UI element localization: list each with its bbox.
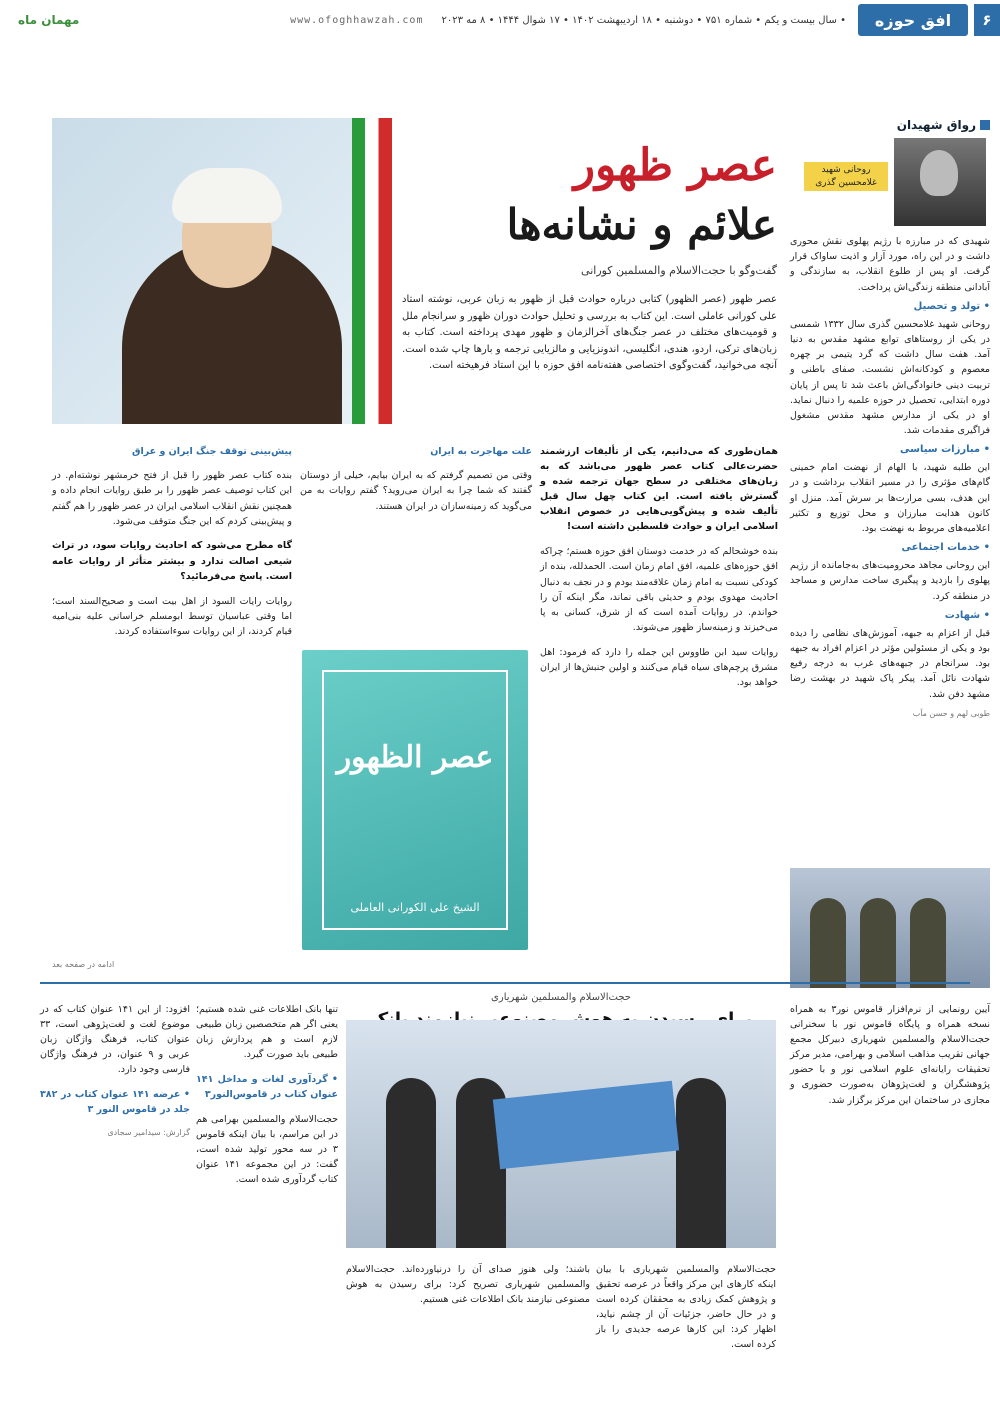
story-column-5 bbox=[40, 992, 190, 1148]
header-bar bbox=[0, 0, 1000, 40]
sidebar-subheading: • شهادت bbox=[944, 609, 990, 621]
story-column-4 bbox=[196, 992, 338, 1197]
story-paragraph: حجت‌الاسلام والمسلمین بهرامی هم در این مراسم، با بیان اینکه قاموس ۳ در سه محور تولید شده است، گفت: در این مجموعه ۱۴۱ عنوان کتاب گردآوری شده است. bbox=[196, 1113, 338, 1186]
interview-answer: روایات رایات السود از اهل بیت است و صحیح‌السند است؛ اما وقتی عباسیان توسط ابومسلم خراسانی علیه بنی‌امیه قیام کردند، از این روایات سوءاستفاده کردند. bbox=[52, 595, 292, 637]
sidebar-subheading: • خدمات اجتماعی bbox=[901, 542, 990, 554]
book-title: عصر الظهور bbox=[336, 740, 494, 775]
martyrs-group-photo bbox=[790, 868, 990, 988]
cleric-photo bbox=[52, 118, 392, 424]
sidebar-heading: رواق شهیدان bbox=[790, 118, 990, 132]
story-column-1 bbox=[790, 992, 990, 1422]
main-subtitle: علائم و نشانه‌ها bbox=[506, 200, 777, 249]
sidebar-subheading: • مبارزات سیاسی bbox=[900, 444, 990, 456]
lead-paragraph: عصر ظهور (عصر الظهور) کتابی درباره حوادث قبل از ظهور به زبان عربی، نوشته استاد علی کورانی عاملی است. این کتاب به بررسی و تحلیل حوادث دوران ظهور و سرانجام ملل و قومیت‌های مختلف در عصر جنگ‌های آخرالزمان و ظهور مهدی پرداخته است. کتاب به زبان‌های ترکی، اردو، هندی، انگلیسی، اندونزیایی و مالزیایی ترجمه و بارها چاپ شده است. آنچه می‌خوانید، گفت‌وگوی اختصاصی هفته‌نامه افق حوزه با این استاد فرهیخته است. bbox=[402, 294, 777, 371]
story-paragraph: آیین رونمایی از نرم‌افزار قاموس نور۳ به همراه نسخه همراه و پایگاه قاموس نور با سخنرانی حجت‌الاسلام والمسلمین شهریاری دبیرکل مجمع جهانی تقریب مذاهب اسلامی و بهرامی، مدیر مرکز تحقیقات رایانه‌ای علوم اسلامی نور و با حضور پژوهشگران و لغت‌پژوهان به‌صورت حضوری و مجازی در ساختمان این مرکز برگزار شد. bbox=[790, 1003, 991, 1106]
interview-answer: بنده خوشحالم که در خدمت دوستان افق حوزه هستم؛ چراکه افق حوزه‌های علمیه، افق امام زمان است. الحمدلله، بنده از کودکی نسبت به امام زمان علاقه‌مند بودم و در نجف به دنبال احادیث مهدوی بودم و حدیثی باقی نماند، مگر اینکه آن را خواندم. در روایات آمده است که از شرق، کسانی به پا می‌خیزند و زمینه‌ساز ظهور می‌شوند. bbox=[540, 546, 778, 634]
sidebar-paragraph: این طلبه شهید، با الهام از نهضت امام خمینی گام‌های مؤثری را در مسیر انقلاب برداشت و در این هدف، بسی مرارت‌ها بر سرش آمد. منزل او کانون هدایت مبارزان و محل توزیع و تکثیر اعلامیه‌های مربوط به نهضت بود. bbox=[790, 462, 990, 534]
sidebar-intro: شهیدی که در مبارزه با رژیم پهلوی نقش محوری داشت و در این راه، مورد آزار و اذیت ساواک قرار گرفت. او پس از طلوع انقلاب، به سازندگی و آبادانی منطقه زندگی‌اش پرداخت. bbox=[790, 236, 990, 293]
story-subheading: • عرضه ۱۴۱ عنوان کتاب در ۳۸۲ جلد در قاموس النور ۳ bbox=[40, 1088, 191, 1116]
continued-note: ادامه در صفحه بعد bbox=[52, 960, 115, 969]
website-url[interactable]: www.ofoghhawzah.com bbox=[290, 14, 424, 26]
main-title: عصر ظهور bbox=[573, 140, 777, 191]
masthead-logo: افق حوزه bbox=[858, 4, 968, 36]
article-column-right bbox=[540, 434, 778, 974]
portrait-caption: روحانی شهید غلامحسین گذری bbox=[804, 162, 888, 191]
story-paragraph: افزود: از این ۱۴۱ عنوان کتاب که در موضوع لغت و لغت‌پژوهی است، ۳۳ عنوان کتاب، فرهنگ واژگان زبان عربی و ۹ عنوان، در فرهنگ واژگان فارسی وجود دارد. bbox=[40, 1003, 190, 1076]
sidebar-credit: طوبی لهم و حسن مآب bbox=[912, 708, 990, 718]
sidebar-paragraph: قبل از اعزام به جبهه، آموزش‌های نظامی را دیده بود و یکی از مسئولین مؤثر در اعزام افراد به جبهه بود. سرانجام در جبهه‌های غرب به درجه رفیع شهادت نائل آمد. پیکر پاک شهید در بهشت رضا مشهد دفن شد. bbox=[790, 627, 990, 700]
article-column-left bbox=[52, 434, 292, 974]
story-paragraph: حجت‌الاسلام والمسلمین شهریاری با بیان اینکه کارهای این مرکز واقعاً در عرصه تحقیق و پژوهش کمک زیادی به محققان کرده است و در حال حاضر، جزئیات آن از چشم نیاید، اظهار کرد: این کارها عرصه جدیدی را باز کرده است. bbox=[596, 1263, 776, 1351]
article-subheading: علت مهاجرت به ایران bbox=[430, 445, 532, 457]
sidebar-paragraph: این روحانی مجاهد محرومیت‌های به‌جامانده از رژیم پهلوی را بازدید و پیگیری ساخت مدارس و مساجد در منطقه کرد. bbox=[790, 560, 990, 602]
martyr-portrait bbox=[894, 138, 986, 226]
interview-answer: بنده کتاب عصر ظهور را قبل از فتح خرمشهر نوشته‌ام. در این کتاب توصیف عصر ظهور را بر طبق روایات انجام داده و همچنین نقش انقلاب اسلامی ایران در عصر ظهور را هم گفتم و پیش‌بینی کردم که این جنگ متوقف می‌شود. bbox=[52, 470, 292, 527]
article-subheading: پیش‌بینی توقف جنگ ایران و عراق bbox=[131, 445, 292, 457]
square-icon bbox=[980, 120, 990, 130]
interview-question: گاه مطرح می‌شود که احادیث روایات سود، در تراث شیعی اصالت ندارد و بیشتر متأثر از روایات عامه است. پاسخ می‌فرمائید؟ bbox=[52, 540, 292, 582]
story-paragraph: تنها بانک اطلاعات غنی شده هستیم؛ یعنی اگر هم متخصصین زبان طبیعی لازم است و هم پردازش زبان طبیعی باید صورت گیرد. bbox=[196, 1003, 338, 1061]
issue-info: • سال بیست و یکم • شماره ۷۵۱ • دوشنبه • ۱۸ اردیبهشت ۱۴۰۲ • ۱۷ شوال ۱۴۴۴ • ۸ مه ۲۰۲۳ bbox=[441, 14, 846, 26]
interview-answer: وقتی من تصمیم گرفتم که به ایران بیایم، خیلی از دوستان گفتند که شما چرا به ایران می‌روید؟ گفتم روایات به من می‌گوید که زمینه‌سازان در ایران هستند. bbox=[300, 470, 532, 512]
book-cover bbox=[302, 650, 528, 950]
sidebar-body bbox=[790, 226, 990, 720]
interview-line: گفت‌وگو با حجت‌الاسلام والمسلمین کورانی bbox=[581, 264, 777, 277]
interview-question: همان‌طوری که می‌دانیم، یکی از تألیفات ارزشمند حضرت‌عالی کتاب عصر ظهور می‌باشد که به زبان‌های مختلفی در سطح جهان ترجمه شده و گسترش یافته است. این کتاب چهل سال قبل تألیف شده و پیش‌گویی‌هایی در خصوص انقلاب اسلامی ایران و حوادث فلسطین داشته است! bbox=[540, 445, 778, 533]
page-number: ۶ bbox=[974, 4, 1000, 36]
story-byline: حجت‌الاسلام والمسلمین شهریاری bbox=[491, 992, 631, 1003]
story-column-3 bbox=[346, 1252, 590, 1317]
unveiling-photo bbox=[346, 1020, 776, 1248]
sidebar-subheading: • تولد و تحصیل bbox=[913, 300, 990, 312]
sidebar-martyrs bbox=[790, 118, 990, 988]
iran-flag bbox=[352, 118, 392, 424]
interview-answer: روایات سید ابن طاووس این جمله را دارد که فرمود: اهل مشرق پرچم‌های سیاه قیام می‌کنند و اولین جنبش‌ها از ایران خواهد بود. bbox=[540, 646, 778, 689]
section-divider bbox=[40, 982, 970, 984]
story-column-2 bbox=[596, 1252, 776, 1362]
book-author: الشیخ علی الکورانی العاملی bbox=[350, 901, 480, 914]
section-label: مهمان ماه bbox=[18, 13, 80, 27]
story-paragraph: باشند؛ ولی هنوز صدای آن را درنیاورده‌اند. حجت‌الاسلام والمسلمین شهریاری تصریح کرد: برای رسیدن به هوش مصنوعی نیازمند بانک اطلاعات غنی هستیم. bbox=[346, 1263, 590, 1305]
hero-section bbox=[52, 118, 777, 424]
story-credit: گزارش: سیدامیر سجادی bbox=[107, 1127, 190, 1137]
sidebar-paragraph: روحانی شهید غلامحسین گذری سال ۱۳۳۲ شمسی در یکی از روستاهای توابع مشهد مقدس به دنیا آمد. هفت سال داشت که گرد یتیمی بر چهره معصوم و کودکانه‌اش نشست. صفای باطنی و تربیت دینی خانوادگی‌اش باعث شد تا پس از پایان دوره ابتدایی، تحصیل در حوزه علمیه را دنبال نماید. او در یکی از مدارس مشهد مقدس مشغول فراگیری مقدمات شد. bbox=[790, 318, 990, 437]
blue-cloth bbox=[493, 1081, 679, 1169]
story-subheading: • گردآوری لغات و مداخل ۱۴۱ عنوان کتاب در قاموس‌النور۳ bbox=[196, 1073, 338, 1100]
